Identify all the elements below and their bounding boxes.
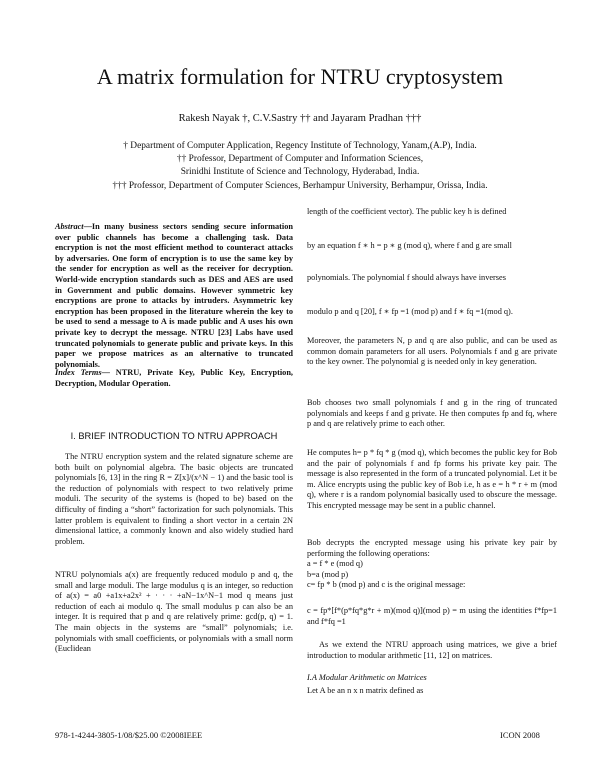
affiliation-1: † Department of Computer Application, Regency Institute of Technology, Yanam,(A.P), India. bbox=[123, 141, 477, 151]
subsection-heading: I.A Modular Arithmetic on Matrices bbox=[307, 673, 427, 682]
footer-conference: ICON 2008 bbox=[500, 730, 540, 740]
right-line-4: modulo p and q [20], f ∗ fp =1 (mod p) and f ∗ fq =1(mod q). bbox=[307, 307, 513, 316]
right-para-7: Let A be an n x n matrix defined as bbox=[307, 686, 424, 695]
section-heading: I. BRIEF INTRODUCTION TO NTRU APPROACH bbox=[70, 431, 278, 441]
right-para-2: Bob chooses two small polynomials f and g in the ring of truncated polynomials and keeps f and g private. He then computes fp and fq, where p and q are relatively prime to each other. bbox=[307, 398, 557, 429]
right-para-6: As we extend the NTRU approach using matrices, we give a brief introduction to modular arithmetic [11, 12] on matrices. bbox=[307, 640, 557, 660]
right-para-5: c = fp*[f*(p*fq*g*r + m)(mod q)](mod p) = m using the identities f*fp=1 and f*fq =1 bbox=[307, 606, 557, 626]
right-line-3: polynomials. The polynomial f should always have inverses bbox=[307, 273, 506, 282]
index-terms-label: Index Terms bbox=[55, 368, 102, 377]
right-line-2: by an equation f ∗ h = p ∗ g (mod q), where f and g are small bbox=[307, 241, 512, 250]
author-list: Rakesh Nayak †, C.V.Sastry †† and Jayaram Pradhan ††† bbox=[178, 113, 422, 124]
index-terms bbox=[55, 368, 293, 389]
abstract-text: —In many business sectors sending secure information over public channels has become a challenging task. Data encryption is not the most efficient method to counteract attacks by adversaries. One form of encryption is to use the same key by the sender for encryption as well as the receiver for decryption. World-wide encryption standards such as DES and AES are used in Government and public domains. However symmetric key encryptions are prone to attacks by intruders. Asymmetric key encryption has been proposed in the literature wherein the key to be used to send a message to A is made public and A uses his own private key to decrypt the message. NTRU [23] Labs have used truncated polynomials to generate public and private keys. In this paper we propose matrices as an alternative to truncated polynomials. bbox=[55, 222, 293, 369]
affiliation-3: ††† Professor, Department of Computer Sciences, Berhampur University, Berhampur, Orissa, India. bbox=[112, 181, 488, 191]
affiliation-2: †† Professor, Department of Computer and Information Sciences, bbox=[176, 154, 424, 164]
abstract bbox=[55, 222, 293, 370]
decrypt-step-a: a = f * e (mod q) bbox=[307, 559, 363, 569]
affiliation-2-cont: Srinidhi Institute of Science and Technology, Hyderabad, India. bbox=[180, 167, 420, 177]
section1-para-2: NTRU polynomials a(x) are frequently reduced modulo p and q, the small and large moduli. The large modulus q is an integer, so reduction of a(x) = a0 +a1x+a2x² + · · · +aN−1x^N−1 mod q means just reduction of each ai modulo q. The small modulus p can also be an integer. It is required that p and q are relatively prime: gcd(p, q) = 1. The main objects in the systems are “small” polynomials; i.e. polynomials with small coefficients, or polynomials with a small norm (Euclidean bbox=[55, 570, 293, 654]
right-line-1: length of the coefficient vector). The public key h is defined bbox=[307, 207, 507, 216]
abstract-label: Abstract bbox=[55, 222, 84, 231]
section1-para-1: The NTRU encryption system and the related signature scheme are both built on polynomial algebra. The basic objects are truncated polynomials [6, 13] in the ring R = Z[x]/(x^N − 1) and the basic tool is the reduction of polynomials with respect to two relatively prime moduli. The security of the systems is (hoped to be) based on the difficulty of finding a “short” factorization for such polynomials. This latter problem is equivalent to finding a short vector in a certain 2N dimensional lattice, a commonly known and also widely studied hard problem. bbox=[55, 452, 293, 546]
index-terms-text: — NTRU, Private Key, Public Key, Encryption, Decryption, Modular Operation. bbox=[55, 368, 294, 388]
right-para-4 bbox=[307, 538, 557, 591]
decrypt-intro: Bob decrypts the encrypted message using his private key pair by performing the following operations: bbox=[307, 538, 557, 558]
decrypt-step-b: b=a (mod p) bbox=[307, 569, 349, 579]
paper-title: A matrix formulation for NTRU cryptosystem bbox=[96, 64, 504, 89]
right-para-3: He computes h= p * fq * g (mod q), which becomes the public key for Bob and the pair of polynomials f and fp forms his private key pair. The message is also represented in the form of a truncated polynomial. Let it be m. Alice encrypts using the public key of Bob i.e, h as e = h * r + m (mod q), where r is a random polynomial basically used to obscure the message. This encrypted message may be sent in a public channel. bbox=[307, 448, 557, 510]
right-para-1: Moreover, the parameters N, p and q are also public, and can be used as common domain parameters for all users. Polynomials f and g are private to the key owner. The polynomial g is needed only in key generation. bbox=[307, 336, 557, 367]
decrypt-step-c: c= fp * b (mod p) and c is the original message: bbox=[307, 580, 466, 590]
footer-copyright: 978-1-4244-3805-1/08/$25.00 ©2008IEEE bbox=[55, 730, 203, 740]
